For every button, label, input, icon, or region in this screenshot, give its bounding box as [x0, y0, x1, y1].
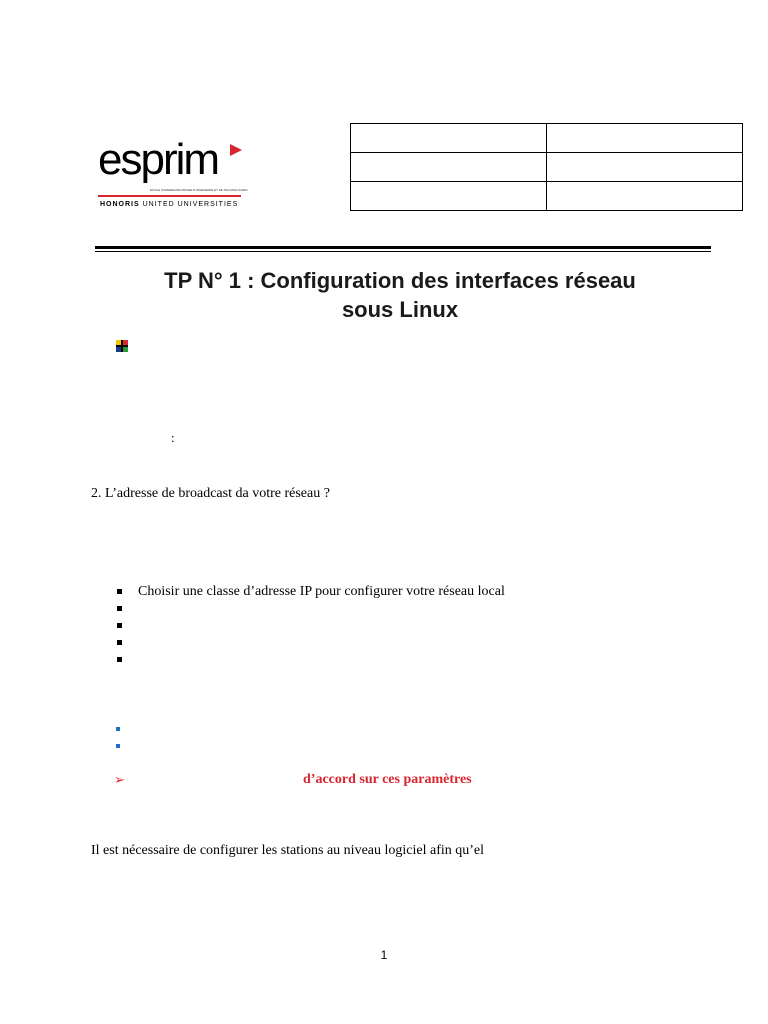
page-number: 1	[380, 948, 388, 962]
table-cell	[351, 153, 547, 182]
four-color-bullet-icon	[116, 340, 128, 352]
question-2: 2. L’adresse de broadcast da votre réseau ?	[91, 486, 330, 501]
bullet-1-text: Choisir une classe d’adresse IP pour configurer votre réseau local	[138, 584, 505, 599]
table-row	[351, 153, 743, 182]
table-cell	[547, 124, 743, 153]
bullet-square-icon	[117, 606, 122, 611]
arrow-bullet-icon: ➢	[114, 772, 125, 787]
header-divider-thick	[95, 246, 711, 249]
table-cell	[351, 182, 547, 211]
student-info-table	[350, 123, 743, 211]
title-line-1: TP N° 1 : Configuration des interfaces réseau	[164, 268, 636, 293]
logo-subtitle-rest: UNITED UNIVERSITIES	[139, 201, 239, 208]
blue-bullet-square-icon	[116, 744, 120, 748]
header-divider-thin	[95, 251, 711, 252]
bullet-square-icon	[117, 589, 122, 594]
bullet-square-icon	[117, 640, 122, 645]
config-paragraph: Il est nécessaire de configurer les stations au niveau logiciel afin qu’el	[91, 843, 485, 858]
table-cell	[351, 124, 547, 153]
logo-subtitle	[100, 201, 238, 208]
table-cell	[547, 153, 743, 182]
esprim-logo	[98, 135, 248, 216]
logo-tagline: ECOLE SUPERIEURE PRIVEE D'INGENIERIE ET DE TECHNOLOGIES	[150, 188, 248, 192]
table-row	[351, 182, 743, 211]
bullet-square-icon	[117, 623, 122, 628]
title-line-2: sous Linux	[341, 297, 459, 322]
document-title	[100, 266, 700, 324]
logo-red-triangle-icon	[230, 144, 242, 156]
blue-bullet-square-icon	[116, 727, 120, 731]
logo-red-line	[98, 195, 241, 197]
logo-subtitle-bold: HONORIS	[100, 201, 140, 208]
colon-text: :	[171, 430, 175, 445]
bullet-square-icon	[117, 657, 122, 662]
table-row	[351, 124, 743, 153]
agreement-text: d’accord sur ces paramètres	[303, 772, 472, 787]
table-cell	[547, 182, 743, 211]
logo-wordmark: esprim	[98, 135, 219, 184]
